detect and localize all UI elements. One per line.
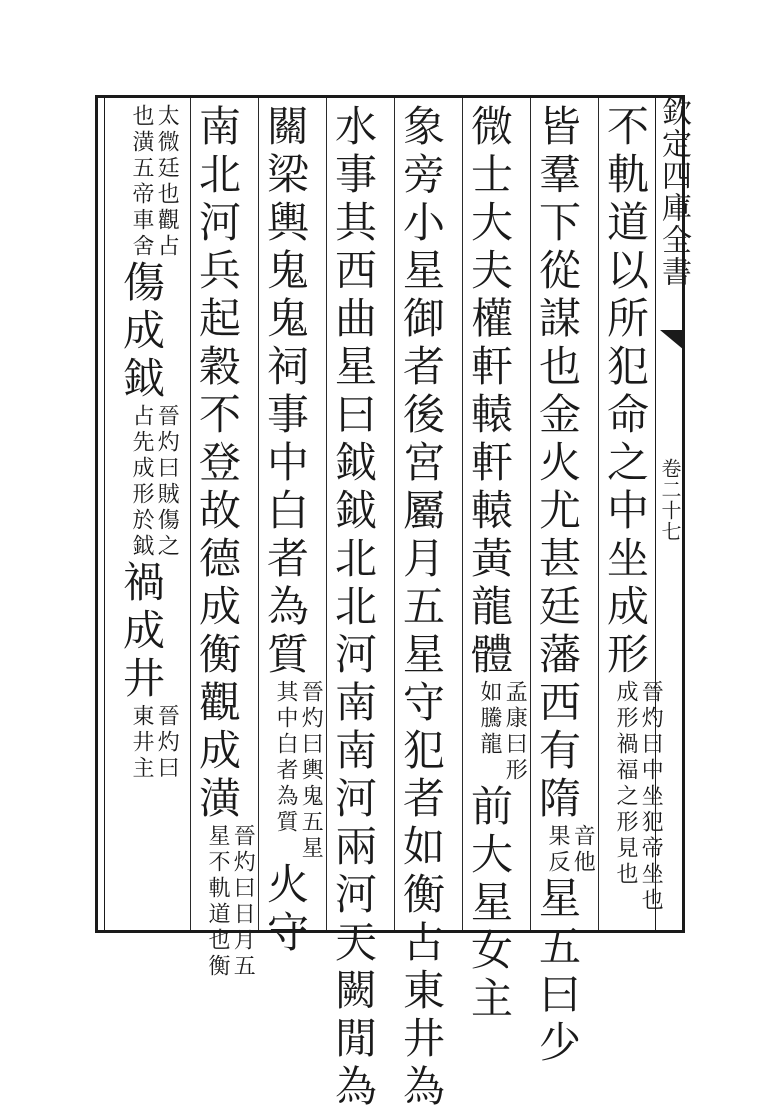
book-title: 欽定四庫全書 [656,96,691,288]
column-rule [462,98,463,930]
commentary-note [545,824,596,876]
main-text: 火守 [261,862,310,958]
column-rule [258,98,259,930]
main-text: 象旁小星御者後宮屬月五星守犯者如衡占東井為 [397,104,446,1112]
commentary-line: 孟康曰形 [502,680,528,784]
commentary-line: 星不軌道也衡 [205,824,230,980]
main-text: 禍成井 [117,560,166,704]
main-text: 傷成鉞 [117,260,166,404]
column-rule [598,98,599,930]
fish-tail-mark [660,330,684,350]
frame-inner-rule-left [104,95,105,933]
commentary-line: 東井主 [129,704,154,782]
main-text: 水事其西曲星曰鉞鉞北北河南南河兩河天闕閒為 [329,104,378,1112]
commentary-note [613,680,664,914]
commentary-line: 晉灼曰日月五 [230,824,256,980]
commentary-line: 果反 [545,824,570,876]
commentary-line: 晉灼曰 [154,704,180,782]
column-rule [326,98,327,930]
text-column [193,104,256,980]
commentary-note [273,680,324,862]
text-column [533,104,596,1068]
column-rule [394,98,395,930]
commentary-line: 成形禍福之形見也 [613,680,638,888]
commentary-line: 音他 [570,824,596,876]
commentary-line: 其中白者為質 [273,680,298,836]
main-text: 不軌道以所犯命之中坐成形 [601,104,650,680]
column-rule [190,98,191,930]
commentary-line: 占先成形於鉞 [129,404,154,560]
text-column [117,104,180,782]
page-frame [95,95,685,933]
column-rule [530,98,531,930]
main-text: 星五曰少 [533,876,582,1068]
main-text: 關梁輿鬼鬼祠事中白者為質 [261,104,310,680]
main-text: 南北河兵起穀不登故德成衡觀成潢 [193,104,242,824]
commentary-note [205,824,256,980]
text-column [261,104,324,958]
commentary-line: 晉灼曰輿鬼五星 [298,680,324,862]
commentary-line: 太微廷也觀占 [154,104,180,260]
juan-number: 卷二十七 [658,458,682,542]
main-text: 前大星女主 [465,784,514,1024]
commentary-note [129,104,180,260]
text-column [397,104,446,1112]
commentary-note [129,704,180,782]
commentary-line: 晉灼曰中坐犯帝坐也 [638,680,664,914]
commentary-line: 晉灼曰賊傷之 [154,404,180,560]
text-column [465,104,528,1024]
main-text: 皆羣下從謀也金火尤甚廷藩西有隋 [533,104,582,824]
text-column [329,104,378,1112]
commentary-line: 如騰龍 [477,680,502,758]
commentary-note [477,680,528,784]
commentary-line: 也潢五帝車舍 [129,104,154,260]
main-text: 微士大夫權軒轅軒轅黃龍體 [465,104,514,680]
commentary-note [129,404,180,560]
text-column [601,104,664,914]
